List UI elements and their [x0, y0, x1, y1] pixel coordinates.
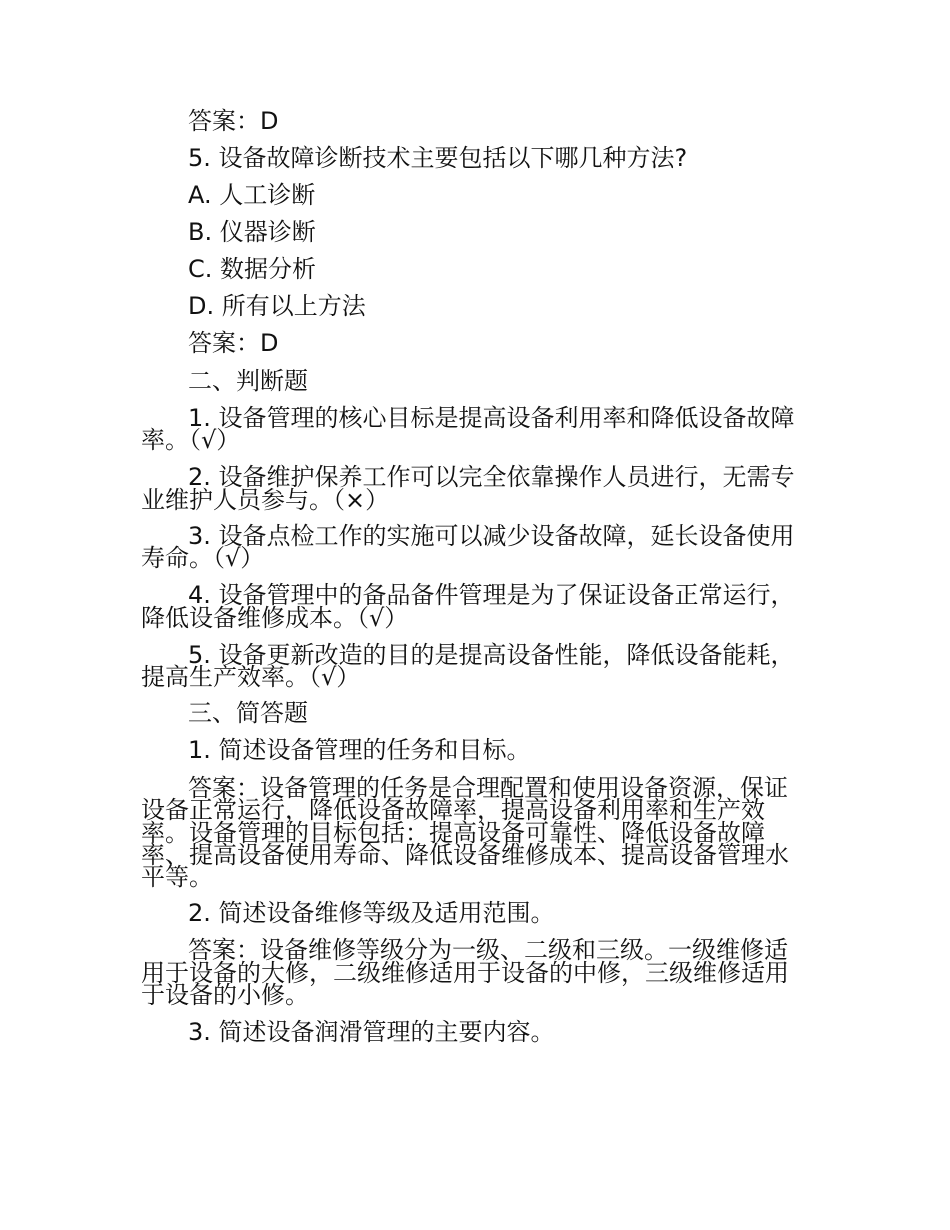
q5-option-d: D. 所有以上方法 — [188, 292, 366, 320]
q5-answer: 答案：D — [188, 329, 279, 357]
q5-option-a: A. 人工诊断 — [188, 181, 316, 209]
tf-item-3-line2: 寿命。（√） — [141, 544, 265, 572]
sa-q1-answer-line1: 答案：设备管理的任务是合理配置和使用设备资源，保证 — [188, 774, 788, 802]
tf-item-2-line1: 2. 设备维护保养工作可以完全依靠操作人员进行，无需专 — [188, 463, 795, 491]
sa-q1-question: 1. 简述设备管理的任务和目标。 — [188, 736, 531, 764]
sa-q1-answer-line3: 率。设备管理的目标包括：提高设备可靠性、降低设备故障 — [141, 819, 765, 847]
sa-q1-answer-line2: 设备正常运行，降低设备故障率，提高设备利用率和生产效 — [141, 796, 765, 824]
tf-item-4-line2: 降低设备维修成本。（√） — [141, 604, 409, 632]
tf-item-2-line2: 业维护人员参与。（×） — [141, 486, 390, 514]
sa-q2-question: 2. 简述设备维修等级及适用范围。 — [188, 899, 555, 927]
tf-item-5-line1: 5. 设备更新改造的目的是提高设备性能，降低设备能耗， — [188, 641, 795, 669]
q5-option-c: C. 数据分析 — [188, 255, 317, 283]
sa-q2-answer-line1: 答案：设备维修等级分为一级、二级和三级。一级维修适 — [188, 936, 788, 964]
q5-option-b: B. 仪器诊断 — [188, 218, 316, 246]
sa-q1-answer-line5: 平等。 — [141, 863, 213, 891]
tf-item-3-line1: 3. 设备点检工作的实施可以减少设备故障，延长设备使用 — [188, 522, 795, 550]
sa-q2-answer-line3: 于设备的小修。 — [141, 981, 309, 1009]
tf-item-1-line1: 1. 设备管理的核心目标是提高设备利用率和降低设备故障 — [188, 404, 795, 432]
sa-q2-answer-line2: 用于设备的大修，二级维修适用于设备的中修，三级维修适用 — [141, 959, 789, 987]
tf-item-4-line1: 4. 设备管理中的备品备件管理是为了保证设备正常运行， — [188, 581, 795, 609]
q5-stem: 5. 设备故障诊断技术主要包括以下哪几种方法? — [188, 144, 688, 172]
tf-item-1-line2: 率。（√） — [141, 426, 241, 454]
section3-heading: 三、简答题 — [188, 699, 308, 727]
sa-q3-question: 3. 简述设备润滑管理的主要内容。 — [188, 1018, 555, 1046]
q4-answer: 答案：D — [188, 107, 279, 135]
section2-heading: 二、判断题 — [188, 367, 308, 395]
tf-item-5-line2: 提高生产效率。（√） — [141, 663, 361, 691]
sa-q1-answer-line4: 率、提高设备使用寿命、降低设备维修成本、提高设备管理水 — [141, 841, 789, 869]
